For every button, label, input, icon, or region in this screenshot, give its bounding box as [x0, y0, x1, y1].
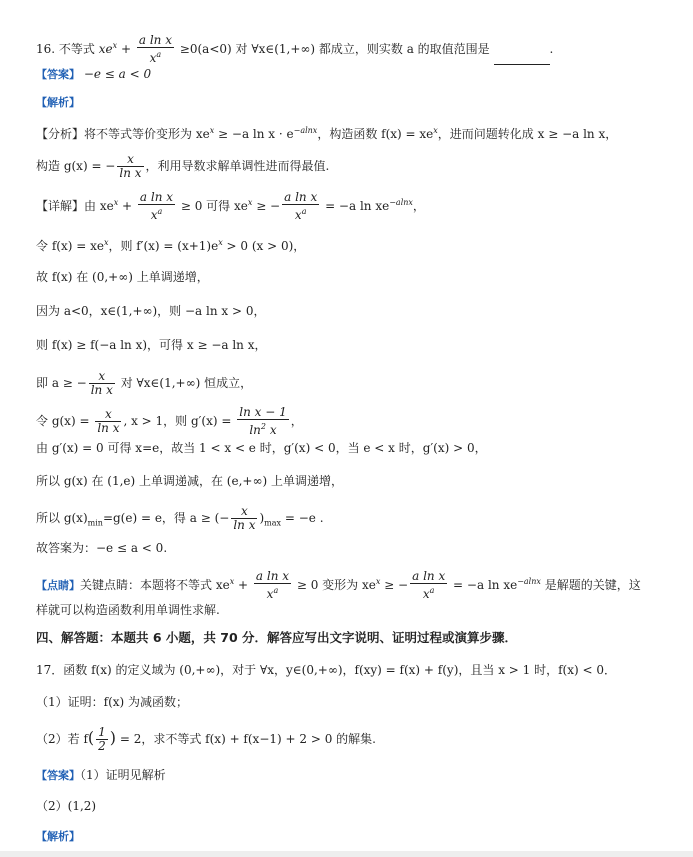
step-7: 由 g′(x) = 0 可得 x=e，故当 1 < x < e 时，g′(x) < 0，当 e < x 时，g′(x) > 0， [36, 441, 487, 455]
question-17-part-1: （1）证明：f(x) 为减函数； [36, 695, 189, 709]
fraction: $\frac{1}{2}$ [98, 725, 106, 753]
fraction: $\frac{\text{a ln x}}{x^a}$ [138, 33, 172, 65]
fraction: $\frac{\text{a ln x}}{x^a}$ [412, 569, 446, 601]
page-bottom-rule [0, 851, 693, 857]
fraction: $\frac{\text{a ln x}}{x^a}$ [284, 190, 318, 222]
fenxi-tag: 【分析】 [36, 127, 85, 141]
analysis-tag-line [36, 92, 673, 113]
fenxi-line-2: 构造 g(x) = − $\frac{x}{\text{ln x}}$ ，利用导数求解单调性进而得最值. [36, 152, 330, 180]
fraction: $\frac{x}{\text{ln x}}$ [97, 407, 120, 435]
section-heading: 四、解答题：本题共 6 小题，共 70 分．解答应写出文字说明、证明过程或演算步骤． [36, 630, 518, 645]
answer-17-part-2: （2）(1,2) [36, 799, 97, 813]
fraction: $\frac{x}{\text{ln x}}$ [119, 152, 142, 180]
step-2: 故 f(x) 在 (0,+∞) 上单调递增， [36, 270, 209, 284]
dianjing-tag: 【点睛】 [36, 579, 80, 592]
step-10: 故答案为：−e ≤ a < 0. [36, 541, 168, 555]
step-3: 因为 a<0，x∈(1,+∞)，则 −a ln x > 0， [36, 304, 266, 318]
fraction: $\frac{\text{a ln x}}{x^a}$ [139, 190, 174, 222]
step-4: 则 f(x) ≥ f(−a ln x)，可得 x ≥ −a ln x， [36, 338, 267, 352]
step-8: 所以 g(x) 在 (1,e) 上单调递减，在 (e,+∞) 上单调递增， [36, 474, 343, 488]
fraction: $\frac{\text{ln x − 1}}{\ln^2 x}$ [239, 405, 287, 437]
question-17-part-2: （2）若 f( $\frac{1}{2}$ ) = 2，求不等式 f(x) + f(x−1) + 2 > 0 的解集. [36, 725, 376, 753]
fenxi-line-1: 【分析】将不等式等价变形为 $xe^x \ge -a$ $\ln x \cdot e^{-alnx}$，构造函数 $f(x) = xe^x$，进而问题转化成 x ≥ −a ln x， [36, 126, 618, 141]
answer-17: 【答案】（1）证明见解析 [36, 768, 166, 782]
question-number: 16. [36, 42, 56, 56]
xiangjie-line: 【详解】由 $xe^x$ + $\frac{\text{a ln x}}{x^a}$ ≥ 0 可得 $xe^x$ ≥ − $\frac{\text{a ln x}}{x^a}$ = −a $\ln xe^{-alnx}$， [36, 190, 425, 222]
analysis-17-tag-line [36, 826, 673, 847]
dianjing-line-2: 样就可以构造函数利用单调性求解. [36, 603, 220, 617]
question-17: 17．函数 f(x) 的定义域为 (0,+∞)，对于 ∀x，y∈(0,+∞)，f(xy) = f(x) + f(y)，且当 x > 1 时，f(x) < 0． [36, 663, 616, 677]
fraction: $\frac{x}{\text{ln x}}$ [233, 504, 256, 532]
step-5: 即 a ≥ − $\frac{x}{\text{ln x}}$ 对 ∀x∈(1,+∞) 恒成立， [36, 369, 253, 397]
answer-tag: 【答案】 [36, 68, 80, 81]
question-16: 16. 不等式 $xe^x$ + $\frac{\text{a ln x}}{x^a}$ ≥0(a<0) 对 ∀x∈(1,+∞) 都成立，则实数 a 的取值范围是 . [36, 33, 554, 65]
fraction: $\frac{\text{a ln x}}{x^a}$ [255, 569, 290, 601]
xiangjie-tag: 【详解】 [36, 199, 85, 213]
fraction: $\frac{x}{\text{ln x}}$ [90, 369, 113, 397]
answer-tag: 【答案】 [36, 769, 80, 782]
answer-line: 【答案】 −e ≤ a < 0 [36, 67, 152, 81]
analysis-tag: 【解析】 [36, 96, 80, 109]
dianjing-line-1: 【点睛】关键点睛：本题将不等式 $xe^x$ + $\frac{\text{a ln x}}{x^a}$ ≥ 0 变形为 $xe^x$ ≥ − $\frac{\text{a ln x}}{x^a}$ = −a $\ln xe^{-alnx}$ 是解题的关键，这 [36, 569, 641, 601]
analysis-tag: 【解析】 [36, 830, 80, 843]
step-6: 令 g(x) = $\frac{x}{\text{ln x}}$ , x > 1，则 g′(x) = $\frac{\text{ln x − 1}}{\ln^2 x}$ ， [36, 405, 303, 437]
step-9: 所以 $g(x)_{min}=g(e) = e$，得 a ≥ (− $\frac{x}{\text{ln x}}$ )$_{max} = -e$ . [36, 504, 324, 532]
step-1: 令 $f(x) = xe^x$，则 $f'(x) = (x+1)e^x > 0$ (x > 0)， [36, 238, 306, 253]
